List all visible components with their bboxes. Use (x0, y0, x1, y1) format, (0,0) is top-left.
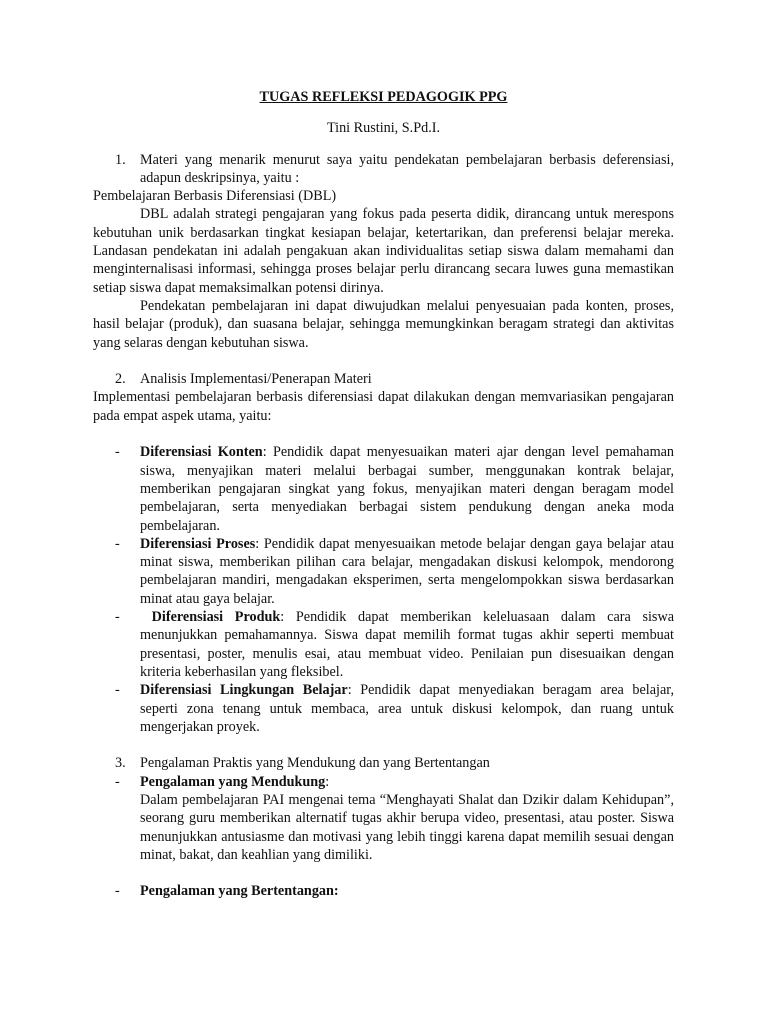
section-2-number: 2. (115, 371, 126, 388)
list-item-label: Diferensiasi Produk (151, 609, 281, 626)
list-dash: - (115, 609, 120, 626)
section-1-text: Materi yang menarik menurut saya yaitu pendekatan pembelajaran berbasis deferensiasi, adapun deskripsinya, yaitu : (140, 151, 674, 186)
document-page (93, 88, 674, 901)
section-1-item (93, 151, 674, 188)
supporting-experience-label: Pengalaman yang Mendukung (140, 773, 326, 790)
list-dash: - (115, 773, 120, 790)
list-dash: - (115, 535, 120, 552)
list-item-text: : Pendidik dapat memberikan keleluasaan dalam cara siswa menunjukkan pemahamannya. Siswa dapat memilih format tugas akhir seperti membuat presentasi, poster, menulis esai, atau membuat video. Penilaian pun disesuaikan dengan kriteria keberhasilan yang fleksibel. (140, 609, 674, 680)
section-2-intro: Implementasi pembelajaran berbasis diferensiasi dapat dilakukan dengan memvariasikan pengajaran pada empat aspek utama, yaitu: (93, 389, 674, 424)
list-dash: - (115, 682, 120, 699)
supporting-experience-text: Dalam pembelajaran PAI mengenai tema “Menghayati Shalat dan Dzikir dalam Kehidupan”, seorang guru memberikan alternatif tugas akhir berupa video, presentasi, atau poster. Siswa menunjukkan antusiasme dan motivasi yang lebih tinggi karena dapat memilih sesuai dengan minat, bakat, dan keahlian yang dimiliki. (140, 791, 674, 863)
section-1-subtitle: Pembelajaran Berbasis Diferensiasi (DBL) (93, 188, 337, 205)
section-1-paragraph-2: Pendekatan pembelajaran ini dapat diwujudkan melalui penyesuaian pada konten, proses, hasil belajar (produk), dan suasana belajar, sehingga memungkinkan beragam strategi dan aktivitas yang selaras dengan kebutuhan siswa. (93, 297, 674, 351)
supporting-experience-item (93, 773, 674, 791)
author-name: Tini Rustini, S.Pd.I. (326, 120, 441, 137)
section-1-number: 1. (115, 151, 126, 168)
list-item-label: Diferensiasi Konten (140, 444, 263, 461)
list-item-text: : Pendidik dapat menyediakan beragam area belajar, seperti zona tenang untuk membaca, area untuk diskusi kelompok, dan ruang untuk mengerjakan proyek. (140, 682, 674, 735)
supporting-experience-colon: : (325, 773, 330, 790)
list-item-text: : Pendidik dapat menyesuaikan materi ajar dengan level pemahaman siswa, menyajikan materi melalui berbagai sumber, menggunakan kontrak belajar, memberikan pengajaran singkat yang fokus, menyajikan materi dengan beragam model pembelajaran, serta menyediakan berbagai sistem pendukung dengan aneka moda pembelajaran. (140, 444, 674, 534)
document-title: TUGAS REFLEKSI PEDAGOGIK PPG (259, 89, 508, 105)
list-item-label: Diferensiasi Lingkungan Belajar (140, 682, 348, 699)
opposing-experience-label: Pengalaman yang Bertentangan: (140, 883, 339, 900)
section-3-item (93, 754, 674, 772)
list-item (93, 681, 674, 736)
list-item-text: : Pendidik dapat menyesuaikan metode belajar dengan gaya belajar atau minat siswa, memberikan pilihan cara belajar, mengadakan diskusi kelompok, mendorong pembelajaran mandiri, mengadakan eksperimen, serta mengelompokkan siswa berdasarkan minat atau gaya belajar. (140, 535, 674, 607)
list-item (93, 608, 674, 681)
list-item (93, 535, 674, 608)
section-3-heading: Pengalaman Praktis yang Mendukung dan yang Bertentangan (140, 755, 490, 772)
list-item-label: Diferensiasi Proses (140, 535, 256, 552)
section-2-heading: Analisis Implementasi/Penerapan Materi (140, 371, 372, 388)
list-dash: - (115, 883, 120, 900)
section-2-item (93, 370, 674, 388)
section-1-paragraph-1: DBL adalah strategi pengajaran yang fokus pada peserta didik, dirancang untuk merespons kebutuhan unik berdasarkan tingkat kesiapan belajar, ketertarikan, dan preferensi belajar mereka. Landasan pendekatan ini adalah pengakuan akan individualitas setiap siswa dalam memahami dan menginternalisasi informasi, sehingga proses belajar perlu dirancang secara luwes guna memastikan setiap siswa dapat memaksimalkan potensi dirinya. (93, 206, 674, 296)
section-3-number: 3. (115, 755, 126, 772)
list-dash: - (115, 444, 120, 461)
opposing-experience-item (93, 882, 674, 900)
list-item (93, 443, 674, 534)
